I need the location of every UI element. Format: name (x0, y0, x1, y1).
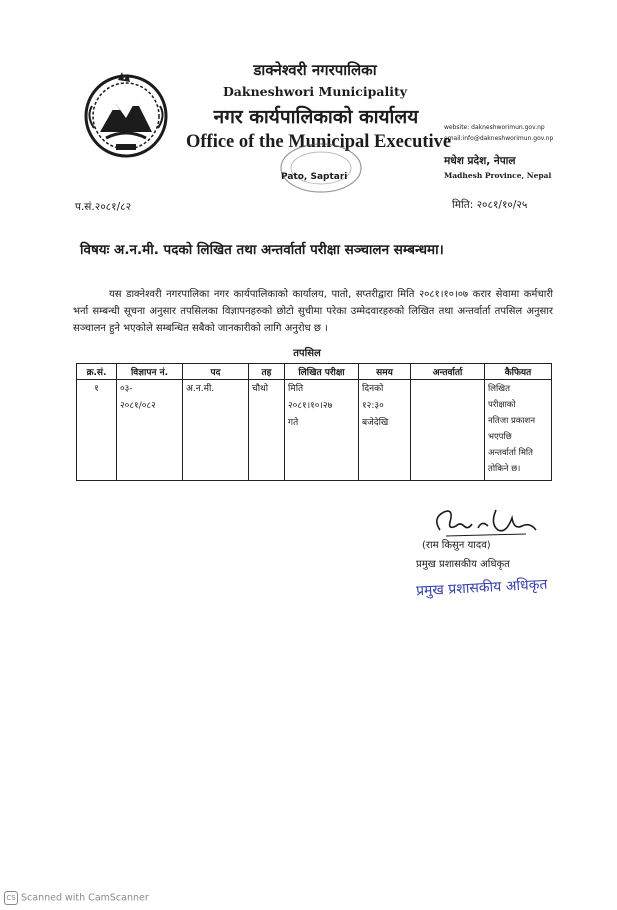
letter-body (73, 286, 553, 337)
cell-adv (117, 380, 183, 481)
table-row (77, 380, 552, 481)
designation-stamp: प्रमुख प्रशासकीय अधिकृत (415, 576, 548, 600)
col-header-adv: विज्ञापन नं. (117, 364, 183, 380)
schedule-table (76, 363, 552, 481)
col-header-remarks: कैफियत (485, 364, 552, 380)
col-header-time: समय (359, 364, 411, 380)
cell-remarks-line: परीक्षाको (488, 400, 516, 410)
letter-subject: विषयः अ.न.मी. पदको लिखित तथा अन्तर्वार्ता परीक्षा सञ्चालन सम्बन्धमा। (80, 242, 444, 258)
scanner-watermark (4, 891, 149, 905)
cell-time (359, 380, 411, 481)
province-en: Madhesh Province, Nepal (444, 171, 552, 180)
col-header-written: लिखित परीक्षा (285, 364, 359, 380)
cell-written-line: गते (288, 418, 299, 428)
cell-post: अ.न.मी. (183, 380, 249, 481)
cell-level: चौथो (249, 380, 285, 481)
cell-remarks-line: अन्तर्वार्ता मिति (488, 448, 533, 458)
letter-body-text: यस डाक्नेश्वरी नगरपालिका नगर कार्यपालिकाको कार्यालय, पातो, सप्तरीद्वारा मिति २०८१।१०।०७ करार सेवामा कर्मचारी भर्ना सम्बन्धी सूचना अनुसार तपसिलका विज्ञापनहरुको छोटो सुचीमा परेका उम्मेदवारहरुको लिखित तथा अन्तर्वार्ता तपसिल अनुसार सञ्चालन हुने भएकोले सम्बन्धित सबैको जानकारीको लागि अनुरोध छ । (73, 289, 553, 334)
website-text: website: dakneshworimun.gov.np (444, 124, 545, 131)
office-stamp (275, 140, 367, 196)
nepal-emblem-icon (78, 66, 174, 162)
cell-written-line: २०८१।१०।२७ (288, 401, 333, 411)
cell-remarks-line: लिखित (488, 384, 510, 394)
office-name-en: Office of the Municipal Executive (186, 132, 452, 152)
col-header-post: पद (183, 364, 249, 380)
municipality-name-en: Dakneshwori Municipality (222, 84, 408, 99)
province-np: मधेश प्रदेश, नेपाल (444, 155, 516, 167)
signatory-name: (राम किसुन यादव) (422, 540, 491, 551)
cell-adv-line: २०८१/०८२ (120, 401, 156, 411)
cell-remarks (485, 380, 552, 481)
watermark-text: Scanned with CamScanner (21, 892, 149, 904)
signatory-title: प्रमुख प्रशासकीय अधिकृत (416, 559, 510, 570)
cell-written (285, 380, 359, 481)
camscanner-icon: CS (4, 891, 18, 905)
stamp-icon (275, 140, 367, 196)
col-header-level: तह (249, 364, 285, 380)
office-name-np: नगर कार्यपालिकाको कार्यालय (213, 106, 419, 128)
cell-time-line: दिनको (362, 384, 384, 394)
table-header-row (77, 364, 552, 380)
cell-time-line: बजेदेखि (362, 418, 389, 428)
table-title: तपसिल (293, 348, 321, 359)
cell-remarks-line: नतिजा प्रकाशन (488, 416, 536, 426)
cell-remarks-line: भएपछि (488, 432, 512, 442)
stamp-text: Pato, Saptari (281, 172, 348, 182)
municipality-name-np: डाक्नेश्वरी नगरपालिका (253, 61, 377, 79)
cell-remarks-line: तोकिने छ। (488, 464, 521, 474)
cell-sn: १ (77, 380, 117, 481)
col-header-sn: क्र.सं. (77, 364, 117, 380)
col-header-interview: अन्तर्वार्ता (411, 364, 485, 380)
cell-written-line: मिति (288, 384, 304, 394)
cell-time-line: १२:३० (362, 401, 384, 411)
letter-date: मिति: २०८१/१०/२५ (452, 199, 528, 211)
email-text: email:info@dakneshworimun.gov.np (444, 135, 554, 142)
reference-number: प.सं.२०८१/८२ (75, 201, 132, 213)
cell-adv-line: ०३- (120, 384, 133, 394)
cell-interview (411, 380, 485, 481)
